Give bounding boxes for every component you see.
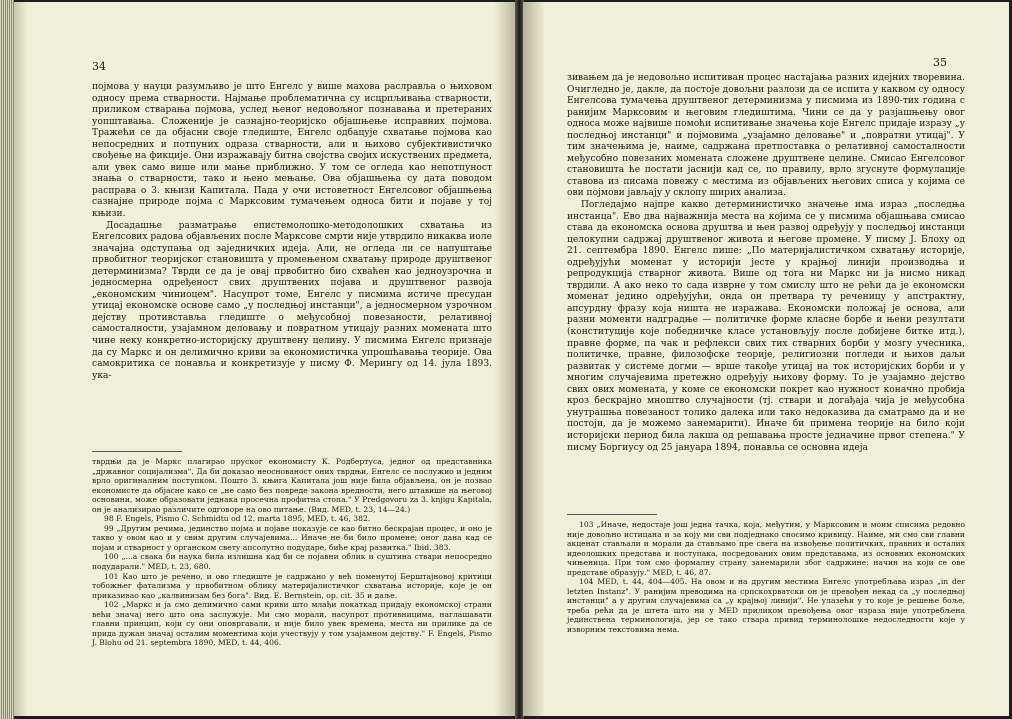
body-text [567, 73, 965, 454]
footnote-rule [92, 451, 182, 452]
footnote: 100 „...а свака би наука била излишна кад би се појавни облик и суштина ствари непосредно подударали." MED, t. 23, 680. [92, 552, 492, 572]
footnotes [567, 520, 965, 635]
footnote: 101 Као што је речено, и ово гледиште је садржано у већ поменутој Берштајновој критици тобожњег фатализма у првобитном облику материјалистичког схватања историје, које је он приказивао као „калвинизам без бога". Вид. E. Bernstein, op. cit. 35 и даље. [92, 571, 492, 600]
page-number: 34 [92, 60, 106, 73]
left-page [14, 2, 516, 716]
footnote: 99 „Другим речима, јединство појма и појаве показује се као битно бескрајан процес, и оно је такво у овом као и у свим другим случајевима... Иначе не би било промене; оног дана кад се појам и стварност у органском свету апсолутно подударе, биће крај развитка." Ibid. 383. [92, 523, 492, 552]
page-edges [0, 0, 14, 719]
footnote: 102 „Маркс и ја смо делимично сами криви што млађи покаткад придају економској страни већи значај него што она заслужује. Ми смо морали, насупрот противницима, наглашавати главни принцип, који су они оповргавали, и није било увек времена, места ни прилике да се прида дужан значај осталим моментима који учествују у том узајамном дејству." F. Engels, Pismo J. Blohu od 21. septembra 1890, MED, t. 44, 406. [92, 600, 492, 648]
paragraph: Погледајмо најпре какво детерминистичко значење има израз „последња инстанца". Ево два најважнија места на којима се у писмима објашњава смисао става да економска основа друштва и њен развој одређују у последњој инстанци целокупни садржај друштвеног живота и његове промене. У писму Ј. Блоху од 21. септембра 1890. Енгелс пише: „По материјалистичком схватању историје, одређујући моменат у историји јесте у крајњој линији производња и репродукција стварног живота. Више од тога ни Маркс ни ја нисмо никад тврдили. А ако неко то сада изврне у том смислу што не рећи да је економски моменат једино одређујући, онда он претвара ту реченицу у апстрактну, апсурдну фразу која ништа не изражава. Економски положај је основа, али разни моменти надградње — политичке форме класне борбе и њени резултати (конституције које победничке класе установљују после добијене битке итд.), правне форме, па чак и рефлекси свих тих стварних борби у мозгу учесника, политичке, правне, филозофске теорије, религиозни погледи и њихов даљи развитак у системе догми — врше такође утицај на ток историјских борби и у многим случајевима претежно одређују њихову форму. То је узајамно дејство свих ових момената, у коме се економски покрет као нужност коначно пробија кроз бескрајно мноштво случајности (тј. ствари и догађаја чија је међусобна унутрашња повезаност толико далека или тако недоказива да сматрамо да и не постоји, да је можемо занемарити). Иначе би примена теорије на било који историјски период била лакша од решавања просте једначине првог степена." У писму Боргиусу од 25 јануара 1894, понавља се основна идеја [567, 200, 965, 453]
paragraph: зивањем да је недовољно испитиван процес настајања разних идејних творевина. Очигледно је, дакле, да постоје довољни разлози да се испита у каквом су односу Енгелсова тумачења друштвеног детерминизма у писмима из 1890-тих година с ранијим Марксовим и његовим гледиштима. Чини се да у разјашњењу овог односа може највише помоћи испитивање значења које Енгелс придаје изразу „у последњој инстанци" и појмовима „узајамно деловање" и „повратни утицај". У тим значењима је, наиме, садржана претпоставка о релативној самосталности међусобно повезаних момената сложене друштвене целине. Смисао Енгелсовог становишта ће постати јаснији кад се, по правилу, врло згуснуте формулације ставова из писама повежу с местима из објављених његових списа у којима се ови појмови јављају у склопу ширих анализа. [567, 73, 965, 199]
footnote: 104 MED, t. 44, 404—405. На овом и на другим местима Енгелс употребљава израз „in der letzten Instanz". У ранијим преводима на српскохрватски он је превођен некад са „у последњој инстанци" а у другим случајевима са „у крајњој линији". Не улазећи у то које је решење боље, треба рећи да је штета што ни у MED приликом превођења овог израза није употребљена јединствена терминологија, јер се тако ствара привид терминолошке недоследности које у изворним текстовима нема. [567, 577, 965, 635]
footnote: тврдњи да је Маркс плагирао пруског економисту К. Родбертуса, једног од представника „државног социјализма". Да би доказао неоснованост оних тврдњи, Енгелс се послужио и једним врло оригиналним поступком. Пошто 3. књига Капитала још није била објављена, он је позвао економисте да објасне како се „не само без повреде закона вредности, него штавише на његовој основини, може образовати једнака просечна профитна стопа." У Predgovoru za 3. knjigu Kapitala, он је анализирао различите одговоре на ово питање. (Вид. MED, t. 23, 14—24.) [92, 457, 492, 514]
footnote-rule [567, 514, 657, 515]
footnote: 98 F. Engels, Pismo C. Schmidtu od 12. marta 1895, MED, t. 46, 382. [104, 514, 371, 524]
footnotes [92, 457, 492, 648]
footnote: 103 „Иначе, недостаје још једна тачка, која, међутим, у Марксовим и моим списима редовно није довољно истицана и за коју ми сви подједнако сносимо кривицу. Наиме, ми смо сви главни акценат стављали и морали да стављамо пре свега на извођење политичких, правних и осталих идеолошких представа и поступака, посредованих овим представама, из основних економских чињеница. При том смо формалну страну занемарили због садржине: начин на који се ове представе образују." MED, t. 46, 87. [567, 520, 965, 577]
paragraph: појмова у науци разумљиво је што Енгелс у више махова раслравља о њиховом односу према стварности. Најмање проблематична су исцрпљивања стварности, приликом стварања појмова, услед њеног недовољног познавања и претераних уопштавања. Сложеније је сазнајно-теоријско објашњење исправних појмова. Тражећи се да објасни своје гледиште, Енгелс одбацује схватање појмова као непосредних и потпуних одраза стварности, али и њихово субјективистичко свођење на фикције. Они изражавају битна својства својих искуствених предмета, али увек само више или мање приближно. У том се огледа као непотпуност знања о стварности, тако и њено мењање. Ова објашњења су дата поводом расправа о 3. књизи Капитала. Пада у очи истоветност Енгелсовог објашњења сазнајне природе појма с Марксовим тумачењем односа бити и појаве у тој књизи. [92, 82, 492, 220]
page-number: 35 [933, 56, 947, 69]
body-text [92, 82, 492, 382]
right-page [523, 2, 1009, 716]
paragraph: Досадашње разматрање епистемолошко-методолошких схватања из Енгелсових радова објављених после Марксове смрти није утврдило никаква иоле значајна одступања од заједничких идеја. Али, не огледа ли се напуштање првобитног теоријског становишта у промењеном схватању природе друштвеног детерминизма? Тврди се да је овај првобитно био схваћен као једноузрочна и једносмерна одређеност свих друштвених појава и друштвеног развоја „економским чиниоцем". Насупрот томе, Енгелс у писмима истиче пресудан утицај економске основе само „у последњој инстанци", а једносмерном узрочном дејству противставља гледиште о међусобној повезаности, релативној самосталности, узајамном деловању и повратном утицају разних момената што чине неку конкретно-историјску друштвену целину. У писмима Енгелс признаје да су Маркс и он делимично криви за економистичка упрошћавања теорије. Ова самокритика се понавља и конкретизује у писму Ф. Мерингу од 14. јула 1893. ука- [92, 220, 492, 381]
